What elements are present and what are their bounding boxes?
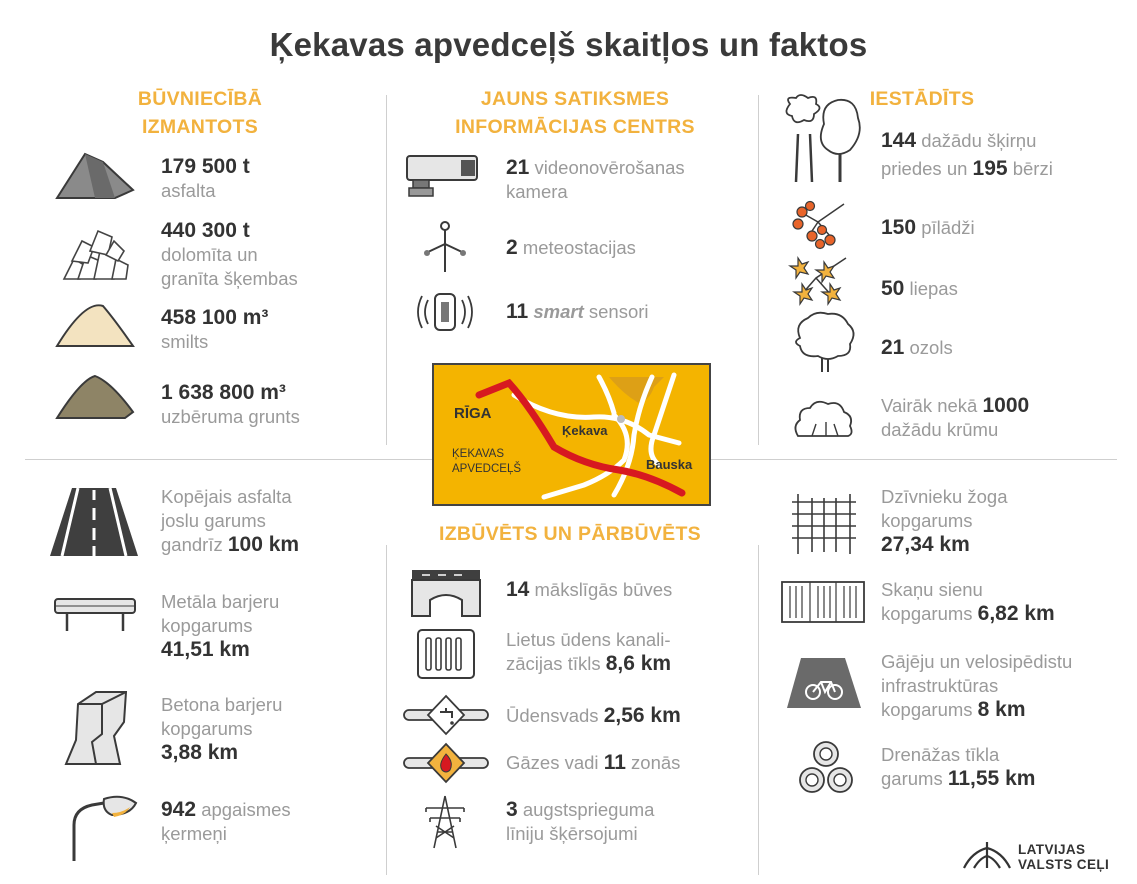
gas-pipe-icon — [402, 742, 490, 786]
divider — [758, 545, 759, 875]
traffic-sensors — [506, 300, 649, 324]
map-label-bypass — [452, 447, 521, 477]
traffic-cameras — [506, 156, 746, 204]
label: apgaismes — [201, 799, 291, 820]
camera-icon — [405, 152, 483, 200]
drainage-network — [881, 743, 1121, 791]
label: dažādu krūmu — [881, 419, 999, 440]
material-label: smilts — [161, 331, 209, 352]
concrete-barrier-icon — [62, 690, 130, 766]
sensor-icon — [416, 290, 474, 334]
label: Betona barjeru — [161, 694, 283, 715]
material-gravel — [161, 219, 298, 291]
water-pipe-icon — [402, 694, 490, 738]
section-heading-materials — [100, 85, 300, 141]
label: Drenāžas tīkla — [881, 744, 1000, 765]
divider — [386, 545, 387, 875]
material-label: dolomīta un — [161, 244, 258, 265]
count: 3 — [506, 798, 518, 821]
planted-oak — [881, 336, 953, 360]
shrub-icon — [792, 398, 854, 438]
material-label: uzbēruma grunts — [161, 406, 300, 427]
bypass-map — [432, 363, 711, 506]
label: Lietus ūdens kanali- — [506, 629, 671, 650]
label: Ūdensvads — [506, 705, 599, 726]
heading-line: BŪVNIECĪBĀ — [137, 88, 263, 110]
soil-pile-icon — [55, 372, 135, 420]
label: sensori — [588, 301, 649, 322]
label: zonās — [631, 752, 681, 773]
value: 6,82 km — [977, 602, 1055, 625]
material-value: 179 500 t — [161, 155, 250, 178]
label: Gājēju un velosipēdistu — [881, 651, 1073, 672]
heading-line: JAUNS SATIKSMES — [480, 88, 670, 110]
value: 41,51 km — [161, 638, 250, 661]
label: Gāzes vadi — [506, 752, 599, 773]
value: 27,34 km — [881, 533, 970, 556]
label: liepas — [909, 278, 958, 299]
metal-barriers — [161, 590, 381, 662]
planted-trees — [881, 127, 1121, 183]
built-structures — [506, 578, 672, 602]
material-value: 458 100 m³ — [161, 306, 269, 329]
map-label-line: ĶEKAVAS — [452, 448, 504, 460]
label: Vairāk nekā — [881, 395, 978, 416]
lanes-length — [161, 485, 381, 557]
pedestrian-bike-infra — [881, 650, 1131, 722]
count: 11 — [506, 300, 529, 323]
count: 21 — [506, 156, 530, 179]
rowan-icon — [790, 200, 846, 250]
material-value: 1 638 800 m³ — [161, 381, 286, 404]
material-label: granīta šķembas — [161, 268, 298, 289]
label: kopgarums — [881, 603, 973, 624]
value: 8,6 km — [605, 652, 672, 675]
power-pylon-icon — [420, 794, 470, 850]
value: 100 km — [227, 533, 300, 556]
logo-line: LATVIJAS — [1018, 842, 1086, 857]
map-label-line: APVEDCEĻŠ — [452, 463, 522, 475]
value: 11,55 km — [947, 767, 1036, 790]
label: kopgarums — [161, 718, 253, 739]
gas-pipes — [506, 751, 680, 775]
weather-station-icon — [420, 220, 470, 276]
gravel-pile-icon — [60, 225, 132, 283]
count: 1000 — [982, 394, 1030, 417]
bridge-structure-icon — [410, 568, 482, 618]
planted-linden — [881, 277, 958, 301]
heading-line: IZBŪVĒTS UN PĀRBŪVĒTS — [439, 523, 701, 545]
smart-label: smart — [533, 301, 584, 322]
count: 50 — [881, 277, 905, 300]
street-lights — [161, 798, 381, 846]
label: zācijas tīkls — [506, 653, 601, 674]
count: 942 — [161, 798, 197, 821]
value: 3,88 km — [161, 741, 239, 764]
road-lanes-icon — [50, 486, 138, 558]
trees-icon — [784, 94, 864, 184]
label: meteostacijas — [522, 237, 636, 258]
label: pīlādži — [921, 217, 975, 238]
material-label: asfalta — [161, 180, 216, 201]
label: Metāla barjeru — [161, 591, 280, 612]
value: 2,56 km — [603, 704, 681, 727]
count: 21 — [881, 336, 905, 359]
label: bērzi — [1012, 158, 1053, 179]
rainwater-network — [506, 628, 746, 676]
label: videonovērošanas — [534, 157, 685, 178]
planted-rowan — [881, 216, 975, 240]
label: kopgarums — [881, 510, 973, 531]
label: gandrīz — [161, 534, 223, 555]
label: ozols — [909, 337, 953, 358]
power-crossings — [506, 798, 746, 846]
noise-wall-icon — [780, 578, 866, 626]
bike-lane-icon — [785, 656, 863, 710]
section-heading-built — [400, 520, 740, 548]
metal-barrier-icon — [53, 595, 137, 633]
label: infrastruktūras — [881, 675, 999, 696]
latvijas-valsts-celi-logo-icon — [962, 840, 1012, 870]
traffic-meteo — [506, 236, 636, 260]
water-supply — [506, 704, 681, 728]
label: joslu garums — [161, 510, 266, 531]
label: kopgarums — [881, 699, 973, 720]
value: 8 km — [977, 698, 1026, 721]
divider — [386, 95, 387, 445]
planted-shrubs — [881, 394, 1121, 442]
label: Kopējais asfalta — [161, 486, 292, 507]
label: augstsprieguma — [522, 799, 655, 820]
section-heading-planted — [862, 85, 982, 113]
map-label-riga: RĪGA — [454, 405, 492, 422]
label: ķermeņi — [161, 823, 227, 844]
count: 150 — [881, 216, 917, 239]
heading-line: INFORMĀCIJAS CENTRS — [455, 116, 695, 138]
label: līniju šķērsojumi — [506, 823, 638, 844]
material-asphalt — [161, 155, 250, 203]
label: garums — [881, 768, 943, 789]
animal-fence — [881, 485, 1121, 557]
heading-line: IESTĀDĪTS — [869, 88, 975, 110]
count: 144 — [881, 129, 917, 152]
label: priedes un — [881, 158, 968, 179]
material-sand — [161, 306, 268, 354]
label: mākslīgās būves — [534, 579, 673, 600]
label: Skaņu sienu — [881, 579, 983, 600]
linden-icon — [788, 254, 848, 304]
asphalt-pile-icon — [55, 150, 135, 200]
label: Dzīvnieku žoga — [881, 486, 1008, 507]
concrete-barriers — [161, 693, 381, 765]
drain-grate-icon — [416, 628, 476, 680]
street-light-icon — [64, 795, 140, 863]
count: 2 — [506, 236, 518, 259]
count: 14 — [506, 578, 530, 601]
oak-icon — [792, 310, 858, 374]
label: kopgarums — [161, 615, 253, 636]
heading-line: IZMANTOTS — [141, 116, 259, 138]
count: 195 — [972, 157, 1008, 180]
map-label-bauska: Bauska — [646, 457, 693, 472]
drainage-pipes-icon — [798, 738, 854, 798]
animal-fence-icon — [790, 492, 858, 556]
label: dažādu šķirņu — [921, 130, 1037, 151]
label: kamera — [506, 181, 568, 202]
page-title: Ķekavas apvedceļš skaitļos un faktos — [269, 26, 868, 63]
material-value: 440 300 t — [161, 219, 250, 242]
noise-walls — [881, 578, 1121, 626]
material-soil — [161, 381, 300, 429]
count: 11 — [603, 751, 626, 774]
divider — [758, 95, 759, 445]
section-heading-traffic — [420, 85, 730, 141]
sand-pile-icon — [55, 300, 135, 348]
logo-text — [1018, 842, 1109, 872]
logo-line: VALSTS CEĻI — [1018, 857, 1110, 872]
map-label-kekava: Ķekava — [562, 423, 608, 438]
